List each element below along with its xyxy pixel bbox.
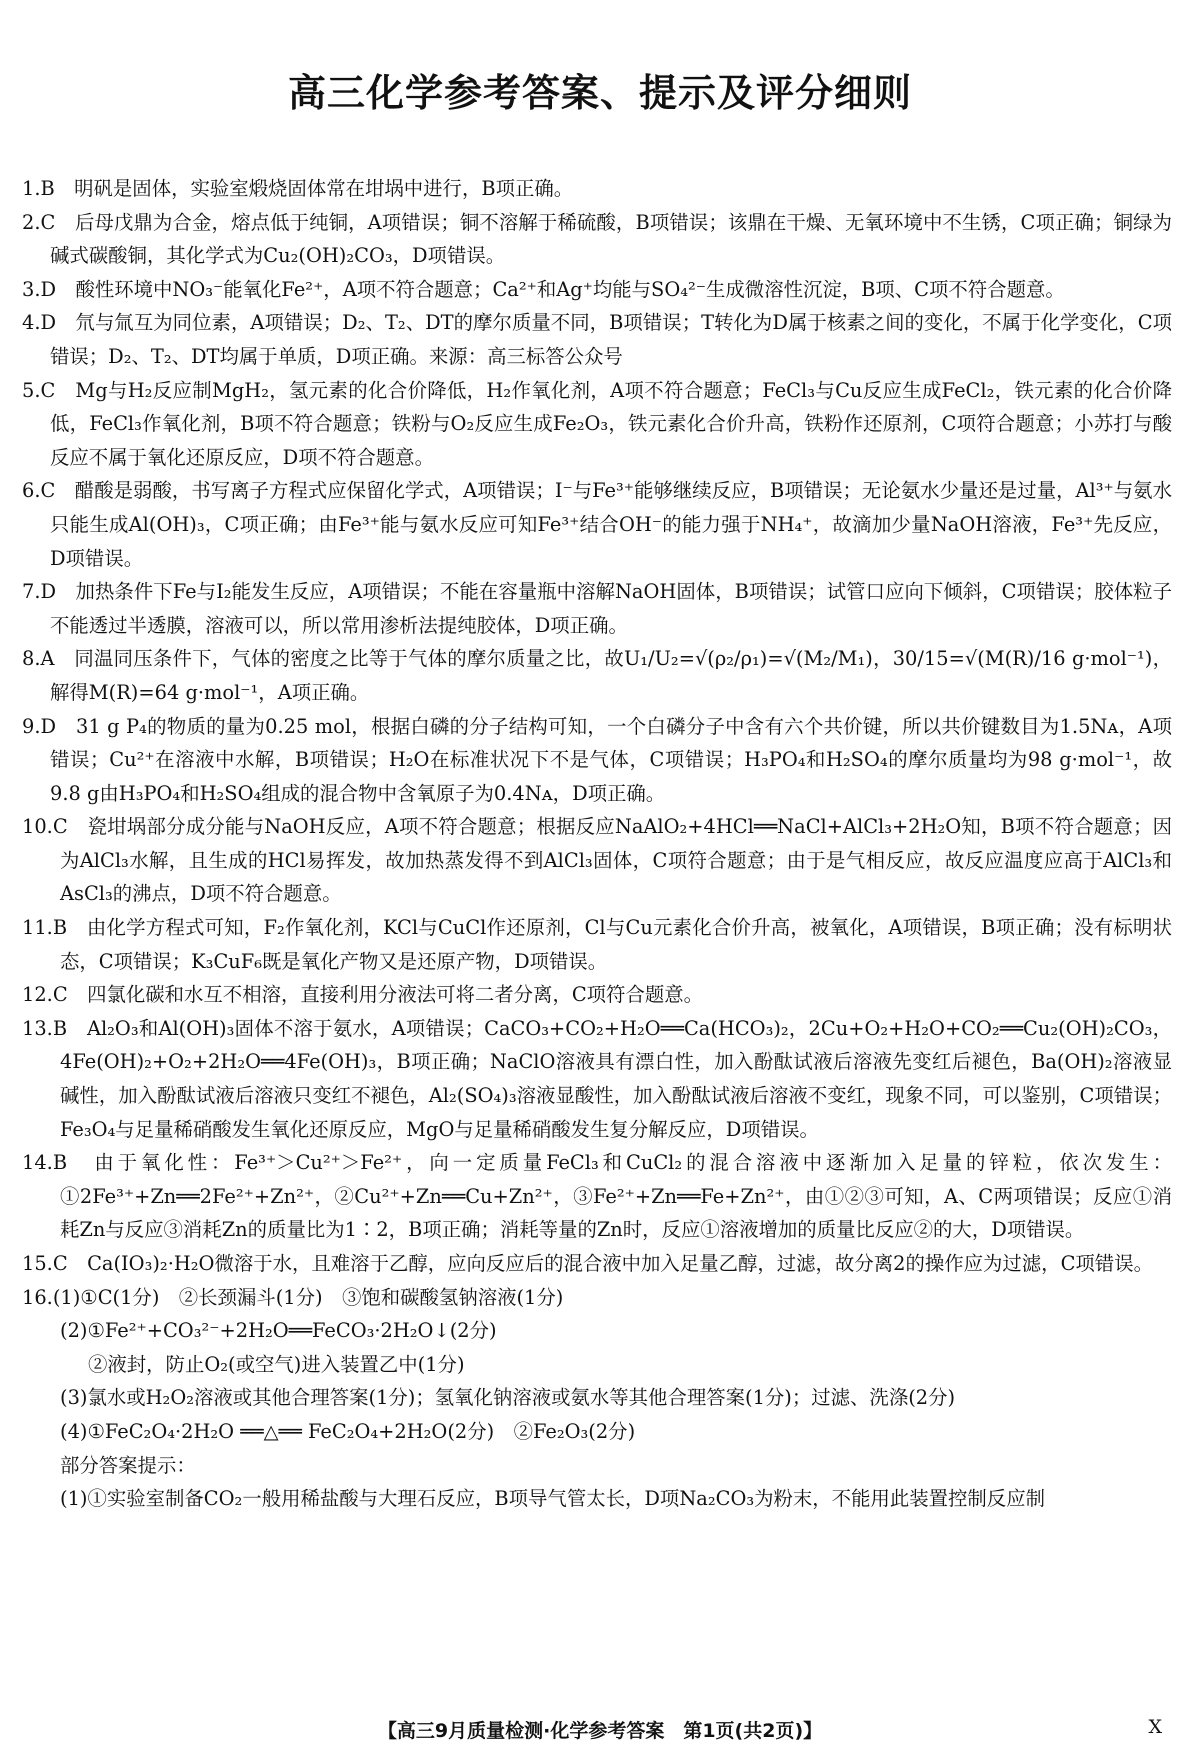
answer-16-hint-heading: 部分答案提示： xyxy=(60,1453,196,1477)
footer-mark: X xyxy=(1148,1716,1162,1738)
answer-16-hint-text: (1)①实验室制备CO₂一般用稀盐酸与大理石反应，B项导气管太长，D项Na₂CO₃为粉末，不能用此装置控制反应制 xyxy=(60,1487,1045,1511)
answer-16-line-4: (3)氯水或H₂O₂溶液或其他合理答案(1分)；氢氧化钠溶液或氨水等其他合理答案(1分)；过滤、洗涤(2分) xyxy=(60,1386,956,1410)
answer-4: 4.D 氘与氚互为同位素，A项错误；D₂、T₂、DT的摩尔质量不同，B项错误；T转化为D属于核素之间的变化，不属于化学变化，C项错误；D₂、T₂、DT均属于单质，D项正确。来源：高三标答公众号 xyxy=(22,311,1172,368)
answer-14: 14.B 由于氧化性：Fe³⁺＞Cu²⁺＞Fe²⁺，向一定质量FeCl₃和CuCl₂的混合溶液中逐渐加入足量的锌粒，依次发生：①2Fe³⁺+Zn══2Fe²⁺+Zn²⁺，②Cu²⁺+Zn══Cu+Zn²⁺，③Fe²⁺+Zn══Fe+Zn²⁺，由①②③可知，A、C两项错误；反应①消耗Zn与反应③消耗Zn的质量比为1∶2，B项正确；消耗等量的Zn时，反应①溶液增加的质量比反应②的大，D项错误。 xyxy=(22,1151,1172,1242)
answer-13: 13.B Al₂O₃和Al(OH)₃固体不溶于氨水，A项错误；CaCO₃+CO₂+H₂O══Ca(HCO₃)₂，2Cu+O₂+H₂O+CO₂══Cu₂(OH)₂CO₃，4Fe(OH)₂+O₂+2H₂O══4Fe(OH)₃，B项正确；NaClO溶液具有漂白性，加入酚酞试液后溶液先变红后褪色，Ba(OH)₂溶液显碱性，加入酚酞试液后溶液只变红不褪色，Al₂(SO₄)₃溶液显酸性，加入酚酞试液后溶液不变红，现象不同，可以鉴别，C项错误；Fe₃O₄与足量稀硝酸发生氧化还原反应，MgO与足量稀硝酸发生复分解反应，D项错误。 xyxy=(22,1016,1172,1141)
answer-1: 1.B 明矾是固体，实验室煅烧固体常在坩埚中进行，B项正确。 xyxy=(22,177,574,200)
answer-3: 3.D 酸性环境中NO₃⁻能氧化Fe²⁺，A项不符合题意；Ca²⁺和Ag⁺均能与SO₄²⁻生成微溶性沉淀，B项、C项不符合题意。 xyxy=(22,277,1065,301)
answer-12: 12.C 四氯化碳和水互不相溶，直接利用分液法可将二者分离，C项符合题意。 xyxy=(22,983,704,1007)
answer-16-line-5: (4)①FeC₂O₄·2H₂O ══△══ FeC₂O₄+2H₂O(2分) ②Fe₂O₃(2分) xyxy=(60,1419,636,1443)
answer-2: 2.C 后母戊鼎为合金，熔点低于纯铜，A项错误；铜不溶解于稀硫酸，B项错误；该鼎在干燥、无氧环境中不生锈，C项正确；铜绿为碱式碳酸铜，其化学式为Cu₂(OH)₂CO₃，D项错误。 xyxy=(22,210,1172,268)
answer-16-line-1: 16.(1)①C(1分) ②长颈漏斗(1分) ③饱和碳酸氢钠溶液(1分) xyxy=(22,1285,564,1309)
page-footer xyxy=(0,1716,1200,1750)
answer-7: 7.D 加热条件下Fe与I₂能发生反应，A项错误；不能在容量瓶中溶解NaOH固体，B项错误；试管口应向下倾斜，C项错误；胶体粒子不能透过半透膜，溶液可以，所以常用渗析法提纯胶体，D项正确。 xyxy=(22,580,1172,637)
footer-page-info: 【高三9月质量检测·化学参考答案 第1页(共2页)】 xyxy=(377,1720,823,1742)
answer-11: 11.B 由化学方程式可知，F₂作氧化剂，KCl与CuCl作还原剂，Cl与Cu元素化合价升高，被氧化，A项错误，B项正确；没有标明状态，C项错误；K₃CuF₆既是氧化产物又是还原产物，D项错误。 xyxy=(22,916,1172,973)
answer-16-line-2: (2)①Fe²⁺+CO₃²⁻+2H₂O══FeCO₃·2H₂O↓(2分) xyxy=(60,1319,497,1343)
page-title: 高三化学参考答案、提示及评分细则 xyxy=(287,71,912,115)
answer-10: 10.C 瓷坩埚部分成分能与NaOH反应，A项不符合题意；根据反应NaAlO₂+4HCl══NaCl+AlCl₃+2H₂O知，B项不符合题意；因为AlCl₃水解，且生成的HCl易挥发，故加热蒸发得不到AlCl₃固体，C项符合题意；由于是气相反应，故反应温度应高于AlCl₃和AsCl₃的沸点，D项不符合题意。 xyxy=(22,815,1172,906)
answer-body xyxy=(22,172,1172,1516)
answer-9: 9.D 31 g P₄的物质的量为0.25 mol，根据白磷的分子结构可知，一个白磷分子中含有六个共价键，所以共价键数目为1.5Nᴀ，A项错误；Cu²⁺在溶液中水解，B项错误；H₂O在标准状况下不是气体，C项错误；H₃PO₄和H₂SO₄的摩尔质量均为98 g·mol⁻¹，故9.8 g由H₃PO₄和H₂SO₄组成的混合物中含氧原子为0.4Nᴀ，D项正确。 xyxy=(22,714,1172,805)
answer-6: 6.C 醋酸是弱酸，书写离子方程式应保留化学式，A项错误；I⁻与Fe³⁺能够继续反应，B项错误；无论氨水少量还是过量，Al³⁺与氨水只能生成Al(OH)₃，C项正确；由Fe³⁺能与氨水反应可知Fe³⁺结合OH⁻的能力强于NH₄⁺，故滴加少量NaOH溶液，Fe³⁺先反应，D项错误。 xyxy=(22,479,1172,570)
answer-8: 8.A 同温同压条件下，气体的密度之比等于气体的摩尔质量之比，故U₁/U₂=√(ρ₂/ρ₁)=√(M₂/M₁)，30/15=√(M(R)/16 g·mol⁻¹)，解得M(R)=64 g·mol⁻¹，A项正确。 xyxy=(22,647,1172,704)
answer-15: 15.C Ca(IO₃)₂·H₂O微溶于水，且难溶于乙醇，应向反应后的混合液中加入足量乙醇，过滤，故分离2的操作应为过滤，C项错误。 xyxy=(22,1252,1153,1275)
answer-5: 5.C Mg与H₂反应制MgH₂，氢元素的化合价降低，H₂作氧化剂，A项不符合题意；FeCl₃与Cu反应生成FeCl₂，铁元素的化合价降低，FeCl₃作氧化剂，B项不符合题意；铁粉与O₂反应生成Fe₂O₃，铁元素化合价升高，铁粉作还原剂，C项符合题意；小苏打与酸反应不属于氧化还原反应，D项不符合题意。 xyxy=(22,378,1172,469)
answer-16-line-3: ②液封，防止O₂(或空气)进入装置乙中(1分) xyxy=(88,1352,465,1376)
